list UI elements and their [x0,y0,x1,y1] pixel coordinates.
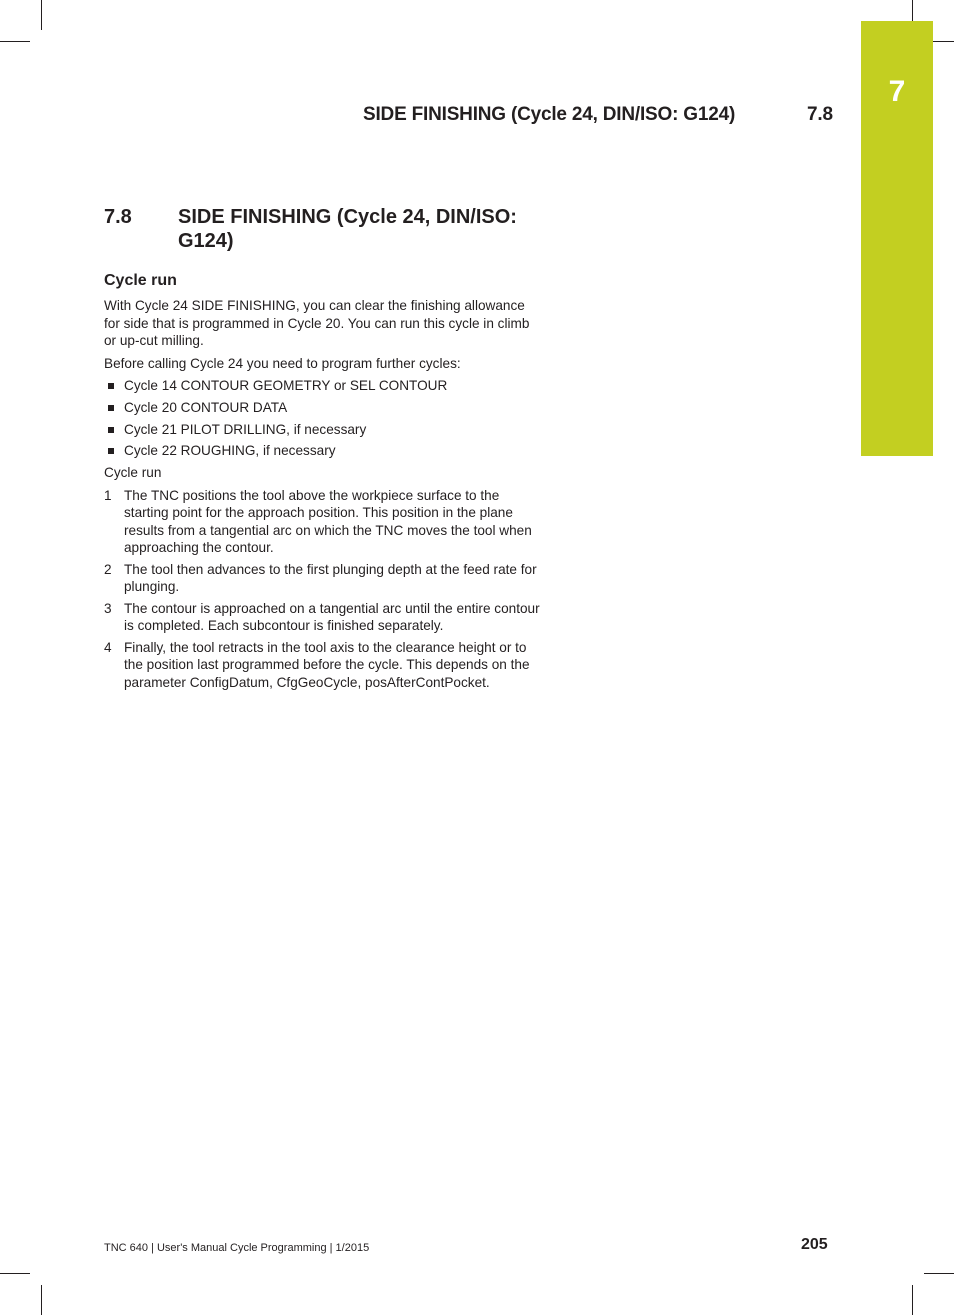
step-item [104,639,544,692]
bullet-square-icon [108,405,114,411]
crop-mark [924,1273,954,1274]
prereq-intro: Before calling Cycle 24 you need to program further cycles: [104,355,461,371]
step-number: 2 [104,561,112,577]
list-item-text: Cycle 22 ROUGHING, if necessary [124,443,336,459]
step-number: 4 [104,639,112,655]
footer-text: TNC 640 | User's Manual Cycle Programming | 1/2015 [104,1242,370,1254]
subheading: Cycle run [104,272,177,289]
crop-mark [41,1285,42,1315]
prereq-list [104,377,544,460]
step-item [104,487,544,557]
step-text: The tool then advances to the first plunging depth at the feed rate for plunging. [124,561,537,595]
section-heading [104,205,544,253]
steps-label: Cycle run [104,465,162,481]
step-item [104,600,544,635]
chapter-number: 7 [888,75,906,108]
running-head-section: 7.8 [807,104,833,125]
bullet-square-icon [108,427,114,433]
step-item [104,561,544,596]
section-title: SIDE FINISHING (Cycle 24, DIN/ISO: G124) [178,206,517,252]
step-text: The contour is approached on a tangential arc until the entire contour is completed. Each subcontour is finished separately. [124,600,540,634]
list-item [104,399,544,417]
list-item [104,377,544,395]
step-text: The TNC positions the tool above the workpiece surface to the starting point for the approach position. This position in the plane results from a tangential arc on which the TNC moves the tool when approaching the contour. [124,487,532,556]
list-item [104,442,544,460]
crop-mark [0,1273,30,1274]
section-number: 7.8 [104,206,132,228]
list-item-text: Cycle 20 CONTOUR DATA [124,399,288,415]
main-content [104,205,544,695]
list-item-text: Cycle 21 PILOT DRILLING, if necessary [124,421,367,437]
list-item [104,421,544,439]
crop-mark [0,41,30,42]
step-number: 3 [104,600,112,616]
page-number: 205 [801,1236,828,1253]
steps-list [104,487,544,692]
bullet-square-icon [108,448,114,454]
list-item-text: Cycle 14 CONTOUR GEOMETRY or SEL CONTOUR [124,378,448,393]
intro-paragraph: With Cycle 24 SIDE FINISHING, you can clear the finishing allowance for side that is programmed in Cycle 20. You can run this cycle in climb or up-cut milling. [104,298,530,348]
crop-mark [912,1285,913,1315]
step-number: 1 [104,487,112,503]
step-text: Finally, the tool retracts in the tool axis to the clearance height or to the position last programmed before the cycle. This depends on the parameter ConfigDatum, CfgGeoCycle, posAfterContPocket. [124,639,530,690]
crop-mark [41,0,42,30]
running-head-title: SIDE FINISHING (Cycle 24, DIN/ISO: G124) [363,104,736,125]
bullet-square-icon [108,383,114,389]
running-head [363,104,833,126]
chapter-tab [861,21,933,456]
